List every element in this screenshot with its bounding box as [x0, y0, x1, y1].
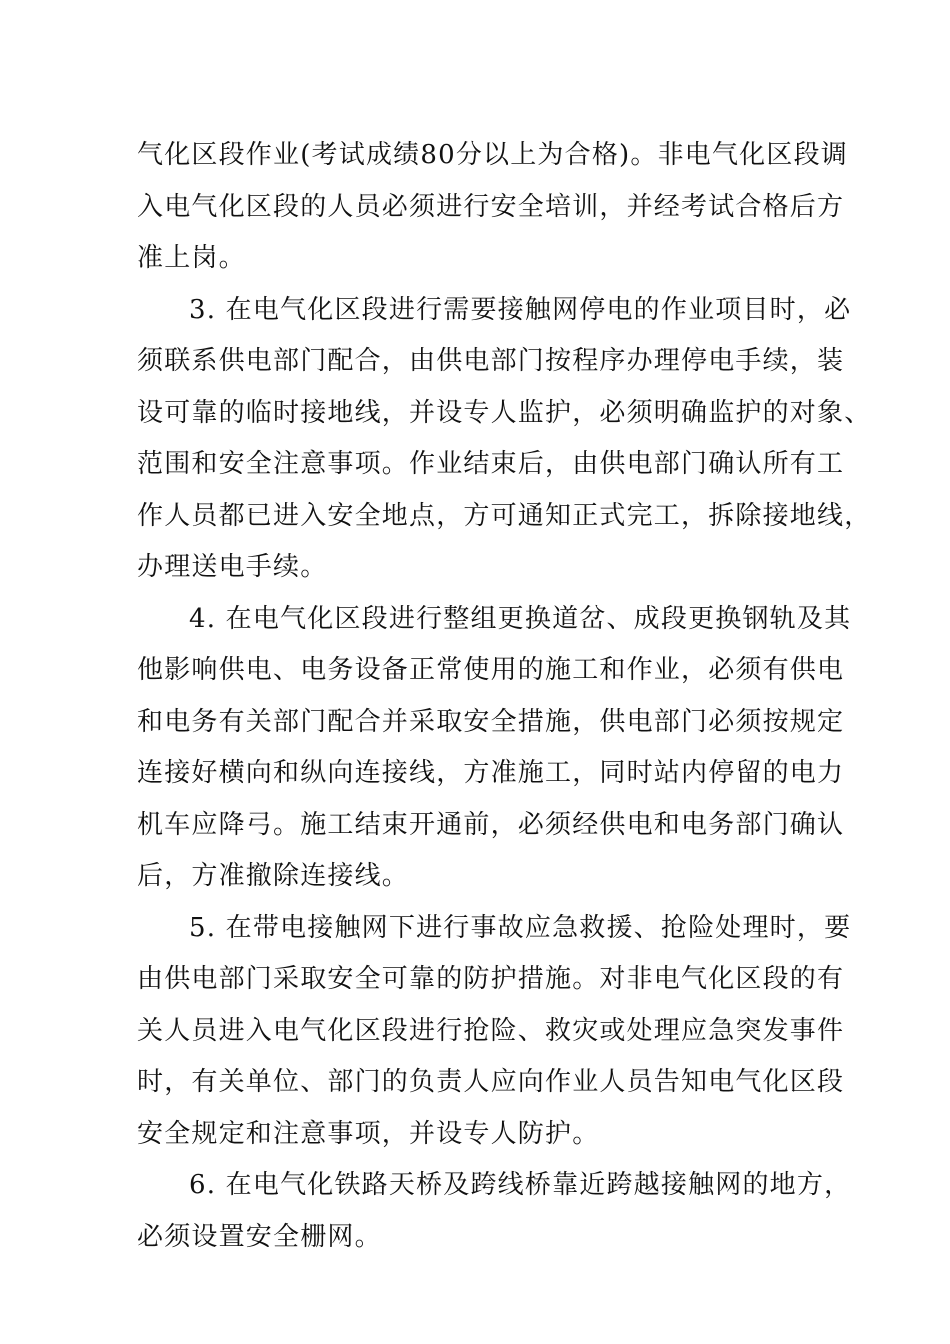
paragraph-4-first-line: 4. 在电气化区段进行整组更换道岔、成段更换钢轨及其: [189, 603, 852, 634]
text-line: 和电务有关部门配合并采取安全措施，供电部门必须按规定: [137, 706, 845, 737]
text-line: 由供电部门采取安全可靠的防护措施。对非电气化区段的有: [137, 964, 845, 994]
text-line: 须联系供电部门配合，由供电部门按程序办理停电手续，装: [137, 346, 845, 376]
text-line: 范围和安全注意事项。作业结束后，由供电部门确认所有工: [137, 449, 845, 479]
document-body: [137, 130, 872, 1263]
text-line: 后，方准撤除连接线。: [137, 861, 410, 891]
text-line: 关人员进入电气化区段进行抢险、救灾或处理应急突发事件: [137, 1015, 845, 1046]
text-line: 入电气化区段的人员必须进行安全培训，并经考试合格后方: [137, 191, 845, 222]
text-line: 作人员都已进入安全地点，方可通知正式完工，拆除接地线，: [137, 500, 872, 531]
text-line: 连接好横向和纵向连接线，方准施工，同时站内停留的电力: [137, 758, 845, 788]
text-line: 必须设置安全栅网。: [137, 1221, 382, 1252]
paragraph-6-first-line: 6. 在电气化铁路天桥及跨线桥靠近跨越接触网的地方，: [189, 1170, 852, 1200]
text-line: 时，有关单位、部门的负责人应向作业人员告知电气化区段: [137, 1067, 845, 1097]
text-line: 机车应降弓。施工结束开通前，必须经供电和电务部门确认: [137, 809, 845, 840]
text-line: 安全规定和注意事项，并设专人防护。: [137, 1118, 600, 1149]
text-line: 设可靠的临时接地线，并设专人监护，必须明确监护的对象、: [137, 397, 872, 428]
text-line: 他影响供电、电务设备正常使用的施工和作业，必须有供电: [137, 655, 845, 685]
text-line: 准上岗。: [137, 243, 246, 273]
text-line: 办理送电手续。: [137, 552, 328, 582]
paragraph-3-first-line: 3. 在电气化区段进行需要接触网停电的作业项目时，必: [189, 294, 852, 325]
text-line: 气化区段作业(考试成绩80分以上为合格)。非电气化区段调: [137, 140, 848, 170]
paragraph-5-first-line: 5. 在带电接触网下进行事故应急救援、抢险处理时，要: [189, 912, 852, 943]
